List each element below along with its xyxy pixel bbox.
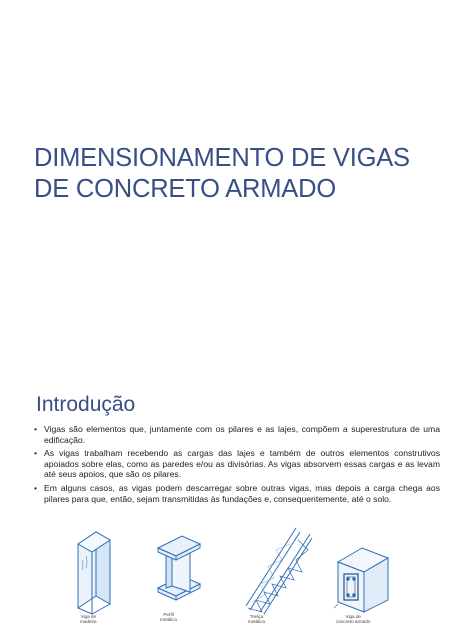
caption-line: concreto armado <box>336 619 371 625</box>
caption-line: metálico <box>160 617 178 623</box>
introduction-slide <box>0 370 474 632</box>
caption-line: Viga de <box>345 614 361 619</box>
beam-types-figure <box>60 518 440 630</box>
truss-beam-icon <box>236 520 316 616</box>
caption-line: madeira <box>80 619 97 625</box>
bullet-list <box>34 424 440 507</box>
title-slide <box>0 0 474 300</box>
bullet-item <box>34 483 440 504</box>
steel-i-beam-icon <box>152 518 222 616</box>
timber-beam-caption <box>80 614 97 624</box>
caption-line: metálica <box>248 619 266 625</box>
caption-line: Viga de <box>80 614 97 619</box>
bullet-text: As vigas trabalham recebendo as cargas das lajes e também de outros elementos construtivos apoiados sobre elas, como as paredes e/ou as divisórias. As vigas absorvem essas cargas e as levam até seus apoios, que são os pilares. <box>44 448 440 480</box>
bullet-item <box>34 448 440 480</box>
section-heading: Introdução <box>36 393 136 416</box>
steel-beam-caption <box>160 612 177 622</box>
slide-title-line-1: DIMENSIONAMENTO DE VIGAS <box>34 144 410 172</box>
bullet-text: Vigas são elementos que, juntamente com os pilares e as lajes, compõem a superestrutura de uma edificação. <box>44 424 440 445</box>
bullet-item <box>34 424 440 445</box>
bullet-text: Em alguns casos, as vigas podem descarregar sobre outras vigas, mas depois a carga chega aos pilares para que, então, sejam transmitidas às fundações e, consequentemente, até o solo. <box>44 482 440 504</box>
caption-line: Perfil <box>163 612 174 617</box>
slide-title <box>34 143 454 205</box>
bullet-marker: • <box>34 448 38 459</box>
reinforced-concrete-beam-icon <box>330 522 410 614</box>
bullet-marker: • <box>34 482 38 493</box>
slide-title-line-2: DE CONCRETO ARMADO <box>34 175 336 203</box>
truss-beam-caption <box>248 614 265 624</box>
concrete-beam-caption <box>336 614 370 624</box>
caption-line: Treliça <box>249 614 264 619</box>
bullet-marker: • <box>34 424 38 434</box>
timber-beam-icon <box>70 520 140 616</box>
